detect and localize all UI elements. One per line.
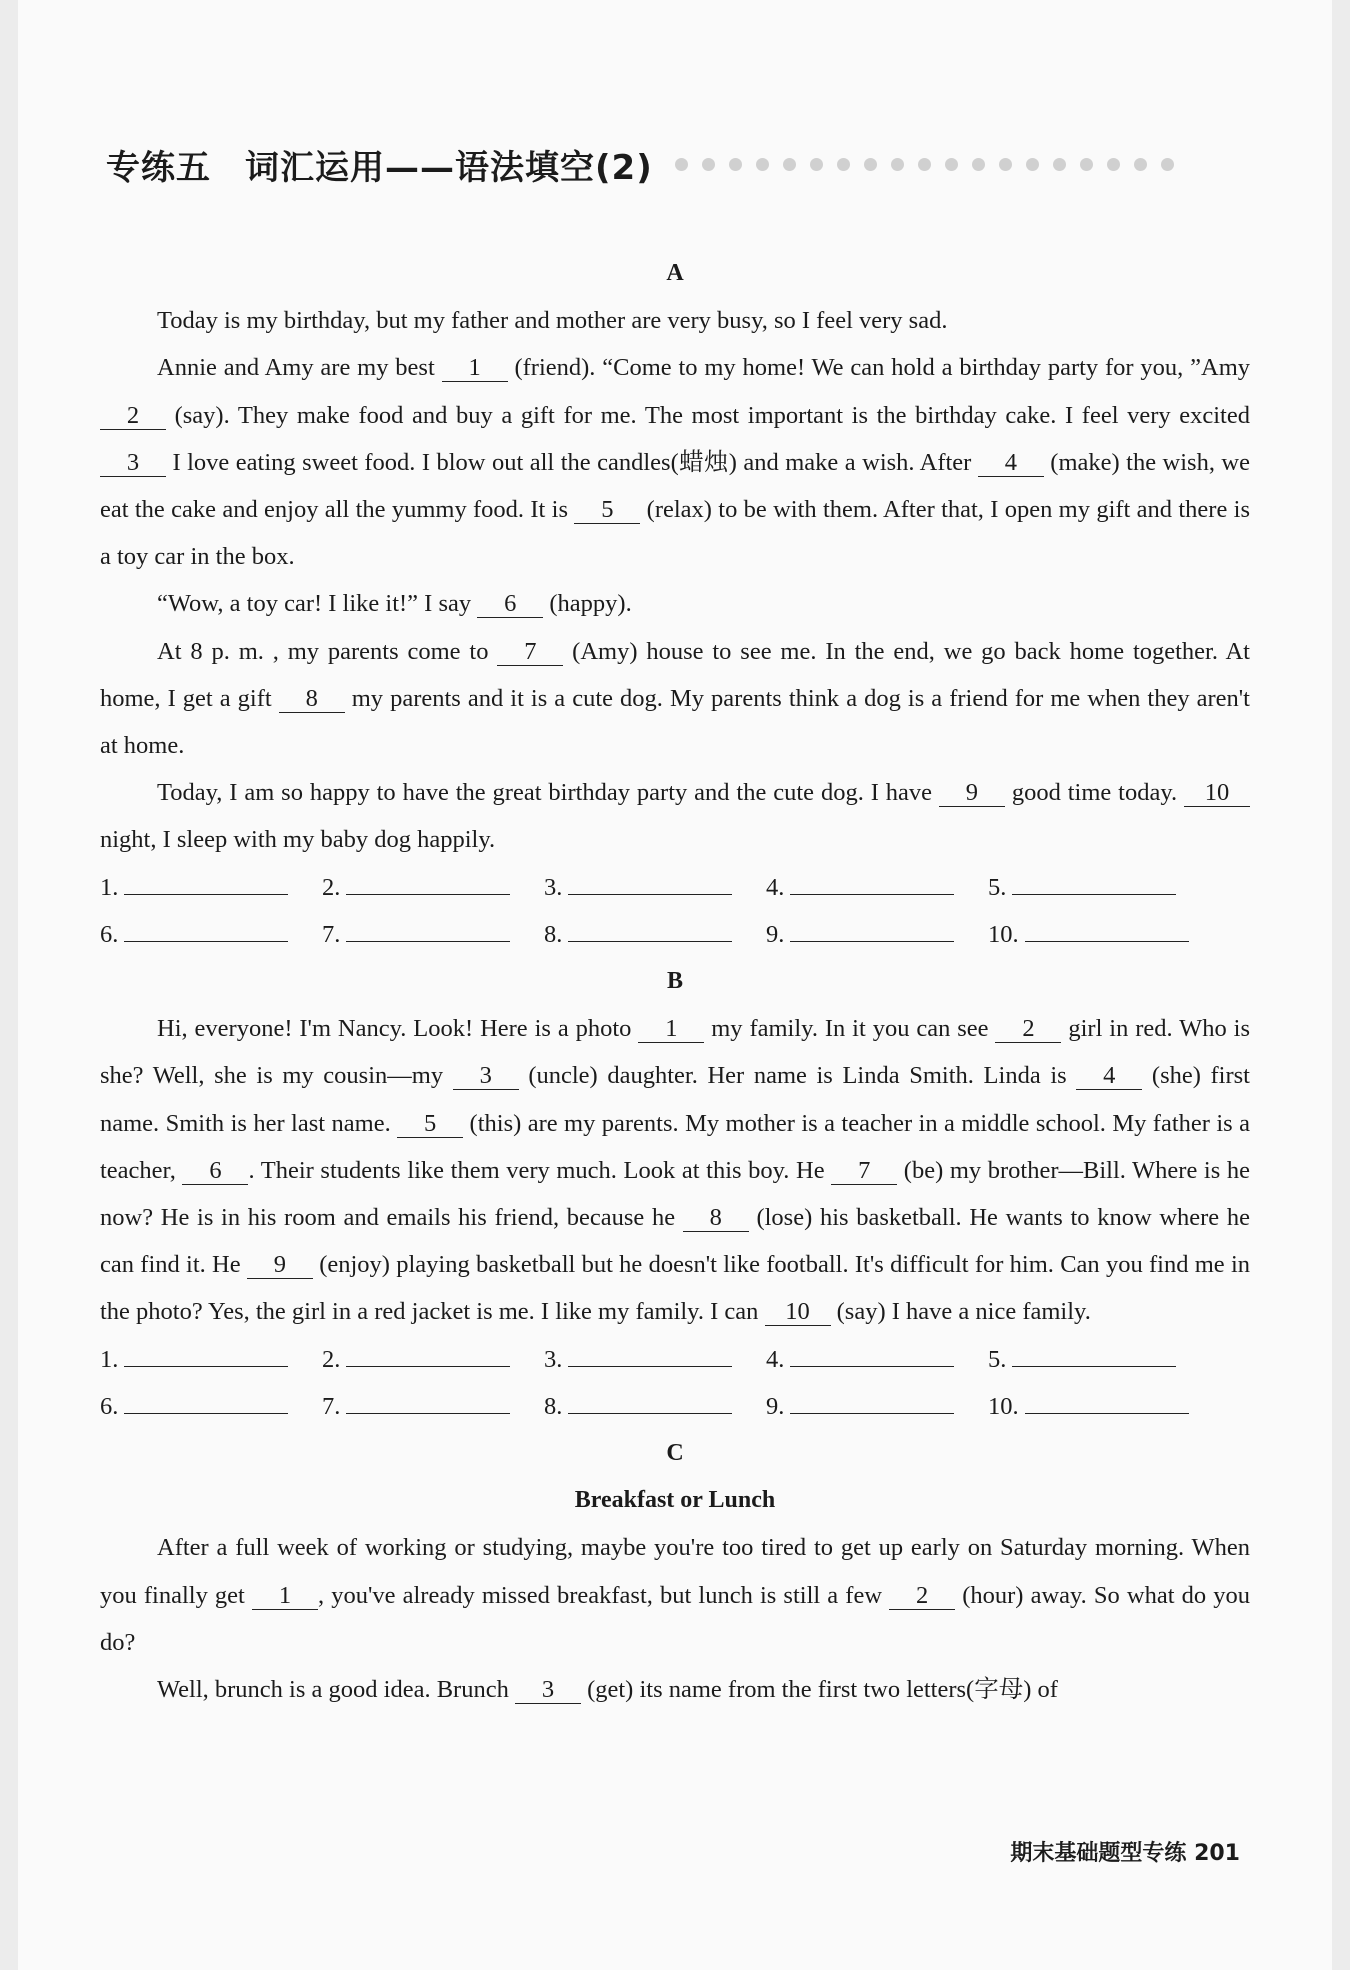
page-footer	[1010, 1836, 1240, 1867]
answer-line[interactable]	[790, 874, 954, 895]
answer-item: 5.	[988, 1336, 1210, 1383]
decorative-dot	[1134, 158, 1147, 171]
decorative-dot	[783, 158, 796, 171]
answer-item: 7.	[322, 1383, 544, 1430]
answer-line[interactable]	[124, 921, 288, 942]
answer-line[interactable]	[1012, 1346, 1176, 1367]
decorative-dot	[1161, 158, 1174, 171]
page-number: 201	[1194, 1841, 1240, 1866]
answer-item: 1.	[100, 864, 322, 911]
decorative-dot	[675, 158, 688, 171]
answer-item: 2.	[322, 864, 544, 911]
page-title	[106, 140, 653, 189]
answer-item: 6.	[100, 911, 322, 958]
blank-b-1: 1	[638, 1016, 704, 1043]
section-c-heading: C	[666, 1440, 684, 1467]
answer-line[interactable]	[1025, 921, 1189, 942]
blank-c-1: 1	[252, 1583, 318, 1610]
blank-a-1: 1	[442, 355, 508, 382]
title-part-1: 专练五	[106, 148, 211, 188]
blank-b-10: 10	[765, 1299, 831, 1326]
answer-item: 10.	[988, 1383, 1210, 1430]
answer-line[interactable]	[124, 874, 288, 895]
decorative-dots	[675, 158, 1174, 171]
decorative-dot	[810, 158, 823, 171]
section-b-paragraph: Hi, everyone! I'm Nancy. Look! Here is a photo 1 my family. In it you can see 2 girl in red. Who is she? Well, she is my cousin—my 3 (uncle) daughter. Her name is Linda Smith. Linda is 4 (she) first name. Smith is her last name. 5 (this) are my parents. My mother is a teacher in a middle school. My father is a teacher, 6 . Their students like them very much. Look at this boy. He 7 (be) my brother—Bill. Where is he now? He is in his room and emails his friend, because he 8 (lose) his basketball. He wants to know where he can find it. He 9 (enjoy) playing basketball but he doesn't like football. It's difficult for him. Can you find me in the photo? Yes, the girl in a red jacket is me. I like my family. I can 10 (say) I have a nice family.	[100, 1015, 1250, 1326]
section-a-paragraph-2: Annie and Amy are my best 1 (friend). “Come to my home! We can hold a birthday party for you, ”Amy 2 (say). They make food and buy a gift for me. The most important is the birthday cake. I feel very excited 3 I love eating sweet food. I blow out all the candles(蜡烛) and make a wish. After 4 (make) the wish, we eat the cake and enjoy all the yummy food. It is 5 (relax) to be with them. After that, I open my gift and there is a toy car in the box.	[100, 354, 1251, 571]
answer-item: 4.	[766, 1336, 988, 1383]
answer-line[interactable]	[1012, 874, 1176, 895]
decorative-dot	[729, 158, 742, 171]
page-header	[106, 140, 1174, 189]
section-a-paragraph-1: Today is my birthday, but my father and mother are very busy, so I feel very sad.	[157, 307, 948, 335]
decorative-dot	[1080, 158, 1093, 171]
answer-line[interactable]	[568, 1393, 732, 1414]
blank-b-5: 5	[397, 1111, 463, 1138]
answer-line[interactable]	[346, 1393, 510, 1414]
blank-b-2: 2	[995, 1016, 1061, 1043]
blank-b-3: 3	[453, 1063, 519, 1090]
blank-a-4: 4	[978, 450, 1044, 477]
answer-line[interactable]	[790, 921, 954, 942]
footer-book-title: 期末基础题型专练	[1010, 1841, 1187, 1866]
answer-line[interactable]	[124, 1393, 288, 1414]
blank-c-2: 2	[889, 1583, 955, 1610]
answer-line[interactable]	[790, 1393, 954, 1414]
blank-a-10: 10	[1184, 780, 1250, 807]
answer-line[interactable]	[1025, 1393, 1189, 1414]
blank-a-9: 9	[939, 780, 1005, 807]
answer-line[interactable]	[346, 921, 510, 942]
answer-line[interactable]	[568, 1346, 732, 1367]
blank-c-3: 3	[515, 1677, 581, 1704]
blank-a-7: 7	[497, 639, 563, 666]
worksheet-page	[18, 0, 1332, 1970]
answer-item: 10.	[988, 911, 1210, 958]
section-c-paragraph-2: Well, brunch is a good idea. Brunch 3 (get) its name from the first two letters(字母) of	[157, 1676, 1058, 1704]
decorative-dot	[1053, 158, 1066, 171]
section-c-paragraph-1: After a full week of working or studying, maybe you're too tired to get up early on Saturday morning. When you finally get 1 , you've already missed breakfast, but lunch is still a few 2 (hour) away. So what do you do?	[100, 1534, 1250, 1656]
decorative-dot	[864, 158, 877, 171]
answer-line[interactable]	[568, 874, 732, 895]
answer-item: 9.	[766, 1383, 988, 1430]
decorative-dot	[972, 158, 985, 171]
section-c-title: Breakfast or Lunch	[574, 1487, 776, 1514]
answer-item: 7.	[322, 911, 544, 958]
section-a-heading: A	[666, 260, 684, 286]
decorative-dot	[999, 158, 1012, 171]
blank-a-6: 6	[477, 591, 543, 618]
answer-item: 1.	[100, 1336, 322, 1383]
blank-b-7: 7	[831, 1158, 897, 1185]
decorative-dot	[891, 158, 904, 171]
blank-b-4: 4	[1076, 1063, 1142, 1090]
answer-item: 3.	[544, 1336, 766, 1383]
answer-item: 9.	[766, 911, 988, 958]
decorative-dot	[945, 158, 958, 171]
decorative-dot	[1026, 158, 1039, 171]
answer-line[interactable]	[568, 921, 732, 942]
decorative-dot	[756, 158, 769, 171]
answer-item: 8.	[544, 1383, 766, 1430]
answer-row-b-2	[100, 1383, 1250, 1430]
blank-b-8: 8	[683, 1205, 749, 1232]
worksheet-content	[100, 250, 1250, 1713]
answer-item: 3.	[544, 864, 766, 911]
answer-line[interactable]	[124, 1346, 288, 1367]
blank-a-2: 2	[100, 403, 166, 430]
answer-item: 2.	[322, 1336, 544, 1383]
section-a-paragraph-4: At 8 p. m. , my parents come to 7 (Amy) house to see me. In the end, we go back home together. At home, I get a gift 8 my parents and it is a cute dog. My parents think a dog is a friend for me when they aren't at home.	[100, 637, 1250, 760]
answer-row-b-1	[100, 1336, 1250, 1383]
answer-line[interactable]	[790, 1346, 954, 1367]
decorative-dot	[918, 158, 931, 171]
blank-a-3: 3	[100, 450, 166, 477]
answer-item: 4.	[766, 864, 988, 911]
answer-item: 6.	[100, 1383, 322, 1430]
answer-line[interactable]	[346, 1346, 510, 1367]
decorative-dot	[837, 158, 850, 171]
blank-b-9: 9	[247, 1252, 313, 1279]
decorative-dot	[702, 158, 715, 171]
answer-row-a-2	[100, 911, 1250, 958]
blank-b-6: 6	[182, 1158, 248, 1185]
blank-a-8: 8	[279, 686, 345, 713]
blank-a-5: 5	[574, 497, 640, 524]
section-b-heading: B	[666, 968, 683, 995]
answer-item: 5.	[988, 864, 1210, 911]
decorative-dot	[1107, 158, 1120, 171]
answer-item: 8.	[544, 911, 766, 958]
answer-line[interactable]	[346, 874, 510, 895]
answer-row-a-1	[100, 864, 1250, 911]
section-a-paragraph-3: “Wow, a toy car! I like it!” I say 6 (happy).	[157, 590, 632, 618]
title-part-2: 词汇运用——语法填空(2)	[245, 148, 653, 188]
section-a-paragraph-5: Today, I am so happy to have the great birthday party and the cute dog. I have 9 good time today. 10 night, I sleep with my baby dog happily.	[100, 769, 1250, 863]
